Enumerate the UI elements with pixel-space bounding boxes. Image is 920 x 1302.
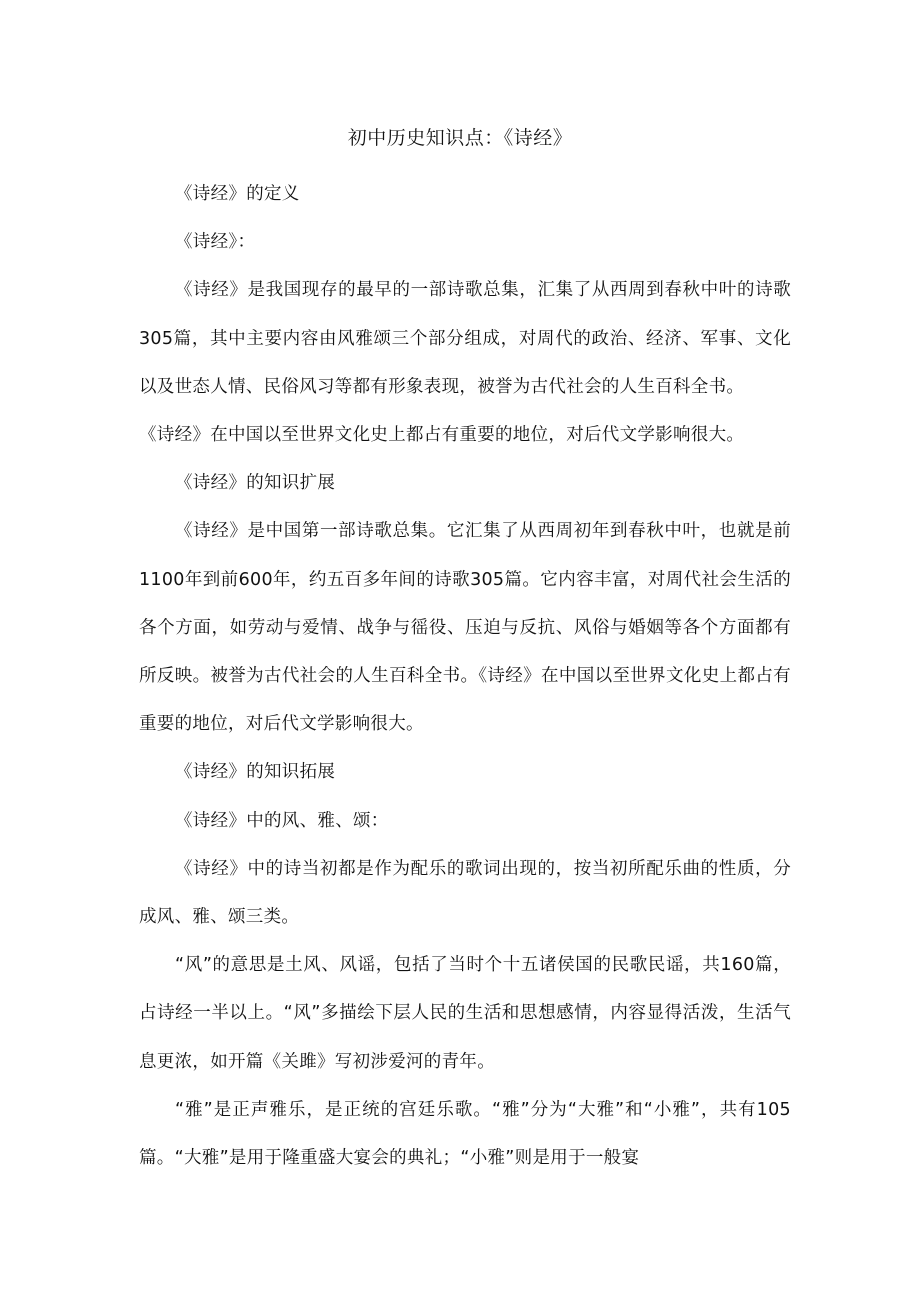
paragraph-feng: “风”的意思是土风、风谣，包括了当时个十五诸侯国的民歌民谣，共160篇，占诗经一半以上。“风”多描绘下层人民的生活和思想感情，内容显得活泼，生活气息更浓，如开篇《关雎》写初涉爱河的青年。 <box>139 955 791 1072</box>
page-title: 初中历史知识点：《诗经》 <box>347 127 573 149</box>
paragraph-extension-heading: 《诗经》的知识扩展 <box>175 473 336 494</box>
paragraph-ya: “雅”是正声雅乐，是正统的宫廷乐歌。“雅”分为“大雅”和“小雅”，共有105篇。“大雅”是用于隆重盛大宴会的典礼；“小雅”则是用于一般宴 <box>139 1099 791 1169</box>
document-body <box>139 170 791 1182</box>
paragraph-definition-body: 《诗经》是我国现存的最早的一部诗歌总集，汇集了从西周到春秋中叶的诗歌305篇，其中主要内容由风雅颂三个部分组成，对周代的政治、经济、军事、文化以及世态人情、民俗风习等都有形象表现，被誉为古代社会的人生百科全书。 <box>139 280 791 397</box>
paragraph-shijing-label: 《诗经》： <box>175 232 256 253</box>
paragraph-definition-heading: 《诗经》的定义 <box>175 184 300 204</box>
paragraph-extension-body: 《诗经》是中国第一部诗歌总集。它汇集了从西周初年到春秋中叶，也就是前1100年到前600年，约五百多年间的诗歌305篇。它内容丰富，对周代社会生活的各个方面，如劳动与爱情、战争与徭役、压迫与反抗、风俗与婚姻等各个方面都有所反映。被誉为古代社会的人生百科全书。《诗经》在中国以至世界文化史上都占有重要的地位，对后代文学影响很大。 <box>139 521 791 735</box>
paragraph-feng-ya-song-body: 《诗经》中的诗当初都是作为配乐的歌词出现的，按当初所配乐曲的性质，分成风、雅、颂三类。 <box>139 858 791 928</box>
paragraph-feng-ya-song-heading: 《诗经》中的风、雅、颂： <box>175 810 389 831</box>
paragraph-importance: 《诗经》在中国以至世界文化史上都占有重要的地位，对后代文学影响很大。 <box>139 425 745 446</box>
paragraph-expansion-heading: 《诗经》的知识拓展 <box>175 762 336 783</box>
